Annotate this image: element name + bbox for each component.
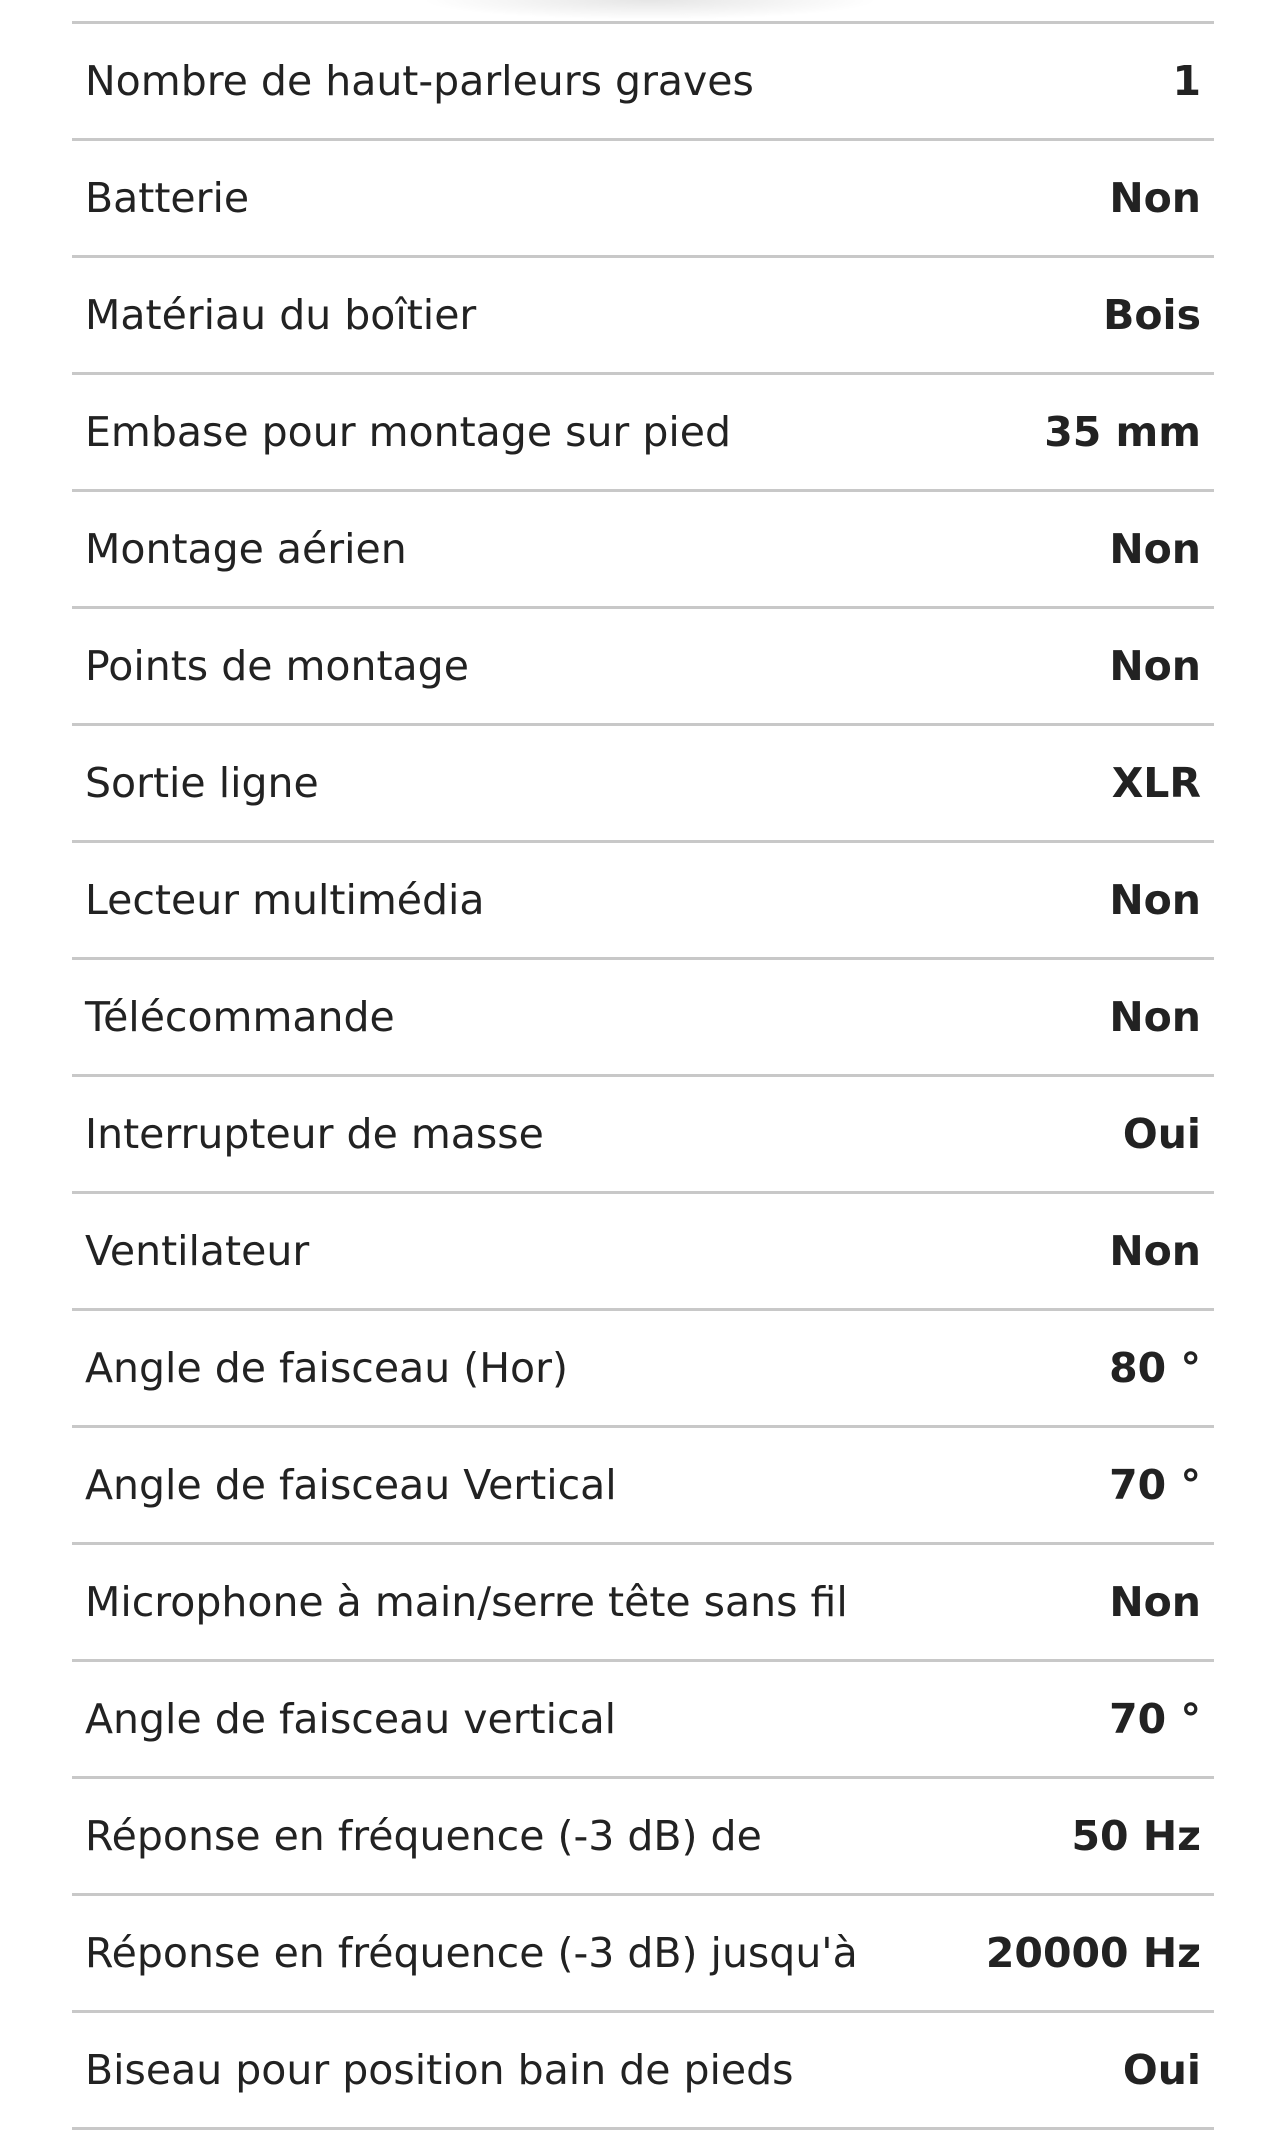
- spec-value: 35 mm: [1044, 408, 1201, 456]
- spec-row: [72, 258, 1214, 375]
- spec-row: [72, 1311, 1214, 1428]
- spec-value: Oui: [1122, 2046, 1201, 2094]
- spec-value: 50 Hz: [1071, 1812, 1201, 1860]
- spec-label: Lecteur multimédia: [85, 876, 485, 924]
- spec-value: 80 °: [1109, 1344, 1201, 1392]
- spec-label: Réponse en fréquence (-3 dB) jusqu'à: [85, 1929, 858, 1977]
- spec-value: Non: [1109, 525, 1201, 573]
- spec-value: 70 °: [1109, 1461, 1201, 1509]
- spec-row: [72, 1779, 1214, 1896]
- spec-row: [72, 492, 1214, 609]
- spec-row: [72, 375, 1214, 492]
- spec-label: Points de montage: [85, 642, 469, 690]
- spec-row: [72, 1545, 1214, 1662]
- spec-label: Nombre de haut-parleurs graves: [85, 57, 754, 105]
- spec-value: Non: [1109, 1578, 1201, 1626]
- spec-value: Non: [1109, 174, 1201, 222]
- spec-label: Angle de faisceau (Hor): [85, 1344, 568, 1392]
- spec-label: Biseau pour position bain de pieds: [85, 2046, 794, 2094]
- spec-row: [72, 960, 1214, 1077]
- spec-row: [72, 726, 1214, 843]
- spec-row: [72, 1194, 1214, 1311]
- spec-label: Batterie: [85, 174, 250, 222]
- spec-value: 70 °: [1109, 1695, 1201, 1743]
- spec-row: [72, 141, 1214, 258]
- spec-value: Non: [1109, 642, 1201, 690]
- spec-label: Matériau du boîtier: [85, 291, 477, 339]
- scroll-shadow: [420, 0, 880, 20]
- spec-row: [72, 1428, 1214, 1545]
- spec-value: 20000 Hz: [985, 1929, 1201, 1977]
- spec-label: Montage aérien: [85, 525, 407, 573]
- spec-value: Non: [1109, 993, 1201, 1041]
- spec-row: [72, 609, 1214, 726]
- spec-row: [72, 1896, 1214, 2013]
- spec-label: Réponse en fréquence (-3 dB) de: [85, 1812, 762, 1860]
- specs-table: [72, 21, 1214, 2130]
- spec-label: Angle de faisceau vertical: [85, 1695, 617, 1743]
- spec-row: [72, 843, 1214, 960]
- spec-label: Microphone à main/serre tête sans fil: [85, 1578, 848, 1626]
- spec-value: Oui: [1122, 1110, 1201, 1158]
- spec-value: Bois: [1103, 291, 1201, 339]
- spec-label: Ventilateur: [85, 1227, 310, 1275]
- spec-label: Angle de faisceau Vertical: [85, 1461, 617, 1509]
- spec-label: Embase pour montage sur pied: [85, 408, 731, 456]
- spec-row: [72, 1662, 1214, 1779]
- spec-value: Non: [1109, 876, 1201, 924]
- spec-value: Non: [1109, 1227, 1201, 1275]
- spec-label: Télécommande: [85, 993, 395, 1041]
- spec-label: Interrupteur de masse: [85, 1110, 544, 1158]
- spec-row: [72, 1077, 1214, 1194]
- spec-row: [72, 24, 1214, 141]
- spec-row: [72, 2013, 1214, 2130]
- spec-label: Sortie ligne: [85, 759, 319, 807]
- spec-value: XLR: [1111, 759, 1201, 807]
- spec-value: 1: [1172, 57, 1201, 105]
